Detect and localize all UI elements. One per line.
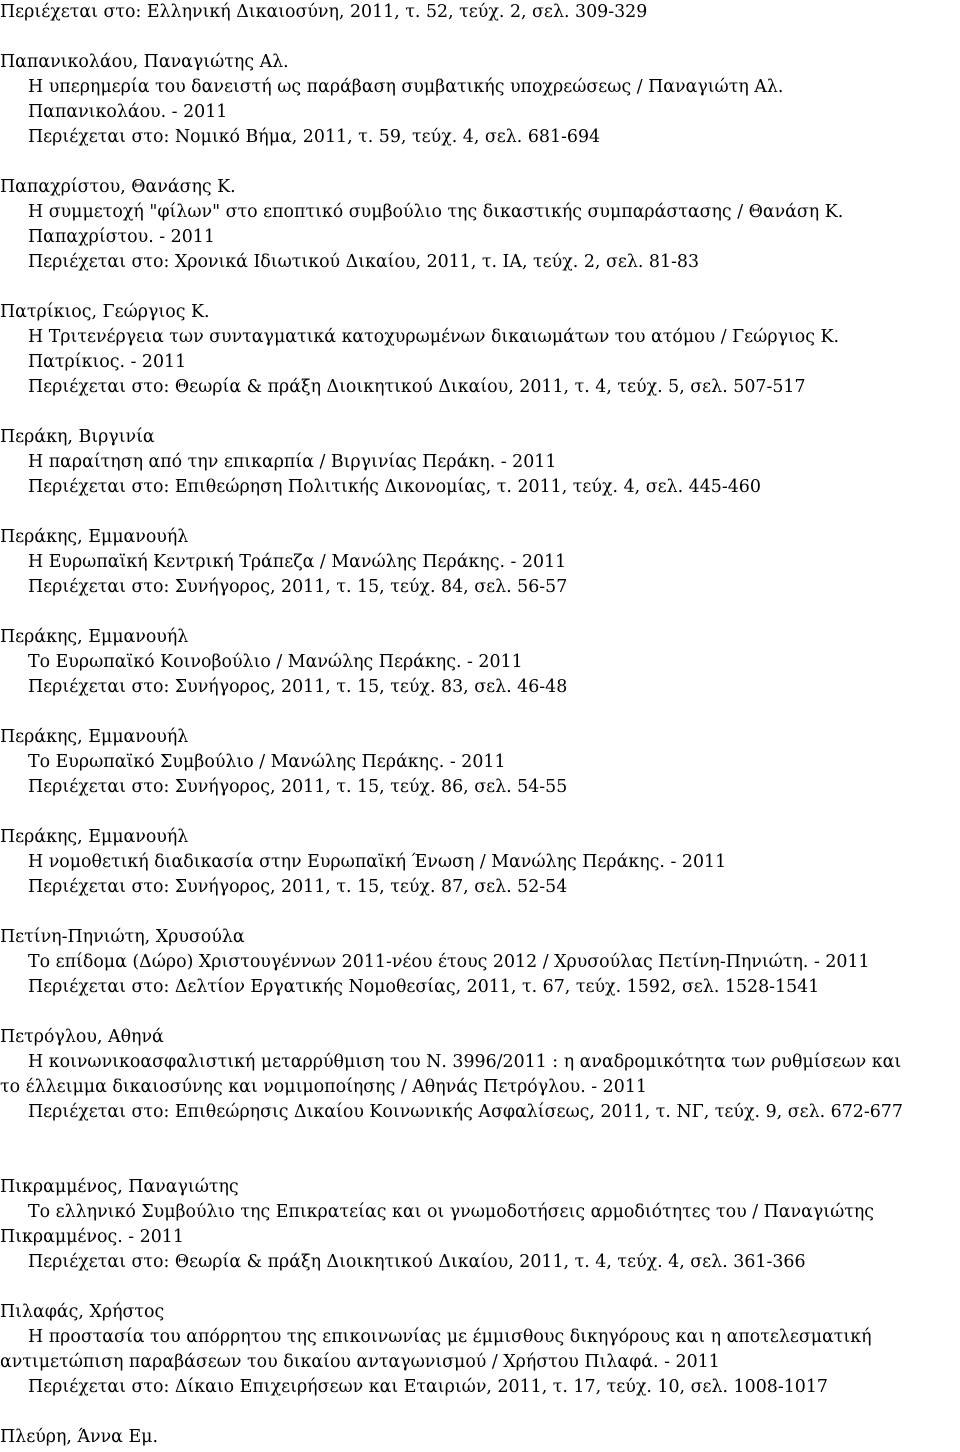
bibliography-entry	[0, 425, 960, 500]
bibliography-entry	[0, 300, 960, 400]
contained-in-line: Περιέχεται στο: Θεωρία & πράξη Διοικητικού Δικαίου, 2011, τ. 4, τεύχ. 5, σελ. 507-517	[28, 377, 806, 397]
bibliography-entry	[0, 1425, 960, 1450]
entry-title: Η υπερημερία του δανειστή ως παράβαση συμβατικής υποχρεώσεως / Παναγιώτη Αλ.	[28, 77, 784, 97]
entry-title-continued: Παπανικολάου. - 2011	[28, 102, 228, 122]
bibliography-entry	[0, 0, 960, 25]
author-name: Πλεύρη, Άννα Εμ.	[0, 1427, 158, 1447]
bibliography-entry	[0, 1175, 960, 1275]
entry-title-continued: Παπαχρίστου. - 2011	[28, 227, 215, 247]
entry-title: Η συμμετοχή "φίλων" στο εποπτικό συμβούλιο της δικαστικής συμπαράστασης / Θανάση Κ.	[28, 202, 844, 222]
contained-in-line: Περιέχεται στο: Επιθεώρηση Πολιτικής Δικονομίας, τ. 2011, τεύχ. 4, σελ. 445-460	[28, 477, 761, 497]
contained-in-line: Περιέχεται στο: Νομικό Βήμα, 2011, τ. 59, τεύχ. 4, σελ. 681-694	[28, 127, 601, 147]
bibliography-entry	[0, 925, 960, 1000]
author-name: Περάκη, Βιργινία	[0, 427, 155, 447]
contained-in-line: Περιέχεται στο: Επιθεώρησις Δικαίου Κοινωνικής Ασφαλίσεως, 2011, τ. ΝΓ, τεύχ. 9, σελ. 672-677	[28, 1102, 903, 1122]
entry-title: Η παραίτηση από την επικαρπία / Βιργινίας Περάκη. - 2011	[28, 452, 557, 472]
author-name: Πατρίκιος, Γεώργιος Κ.	[0, 302, 210, 322]
entry-title: Η κοινωνικοασφαλιστική μεταρρύθμιση του Ν. 3996/2011 : η αναδρομικότητα των ρυθμίσεων και το έλλειμμα δικαιοσύνης και νομιμοποίησης / Αθηνάς Πετρόγλου. - 2011	[0, 1052, 902, 1097]
entry-title: Το Ευρωπαϊκό Κοινοβούλιο / Μανώλης Περάκης. - 2011	[28, 652, 523, 672]
contained-in-line: Περιέχεται στο: Συνήγορος, 2011, τ. 15, τεύχ. 84, σελ. 56-57	[28, 577, 568, 597]
contained-in-line: Περιέχεται στο: Δίκαιο Επιχειρήσεων και Εταιριών, 2011, τ. 17, τεύχ. 10, σελ. 1008-1017	[28, 1377, 828, 1397]
entry-title: Η προστασία του απόρρητου της επικοινωνίας με έμμισθους δικηγόρους και η αποτελεσματική αντιμετώπιση παραβάσεων του δικαίου ανταγωνισμού / Χρήστου Πιλαφά. - 2011	[0, 1327, 872, 1372]
bibliography-entry	[0, 625, 960, 700]
contained-in-line: Περιέχεται στο: Δελτίον Εργατικής Νομοθεσίας, 2011, τ. 67, τεύχ. 1592, σελ. 1528-1541	[28, 977, 820, 997]
author-name: Πετίνη-Πηνιώτη, Χρυσούλα	[0, 927, 245, 947]
bibliography-entry	[0, 725, 960, 800]
author-name: Περάκης, Εμμανουήλ	[0, 627, 189, 647]
contained-in-line: Περιέχεται στο: Θεωρία & πράξη Διοικητικού Δικαίου, 2011, τ. 4, τεύχ. 4, σελ. 361-366	[28, 1252, 806, 1272]
entry-title: Η νομοθετική διαδικασία στην Ευρωπαϊκή Ένωση / Μανώλης Περάκης. - 2011	[28, 852, 727, 872]
entry-title: Η Ευρωπαϊκή Κεντρική Τράπεζα / Μανώλης Περάκης. - 2011	[28, 552, 567, 572]
bibliography-entry	[0, 525, 960, 600]
contained-in-line: Περιέχεται στο: Συνήγορος, 2011, τ. 15, τεύχ. 87, σελ. 52-54	[28, 877, 568, 897]
author-name: Παπαχρίστου, Θανάσης Κ.	[0, 177, 236, 197]
entry-title-continued: Πατρίκιος. - 2011	[28, 352, 187, 372]
author-name: Περάκης, Εμμανουήλ	[0, 827, 189, 847]
contained-in-line: Περιέχεται στο: Ελληνική Δικαιοσύνη, 2011, τ. 52, τεύχ. 2, σελ. 309-329	[0, 2, 648, 22]
entry-title: Το ελληνικό Συμβούλιο της Επικρατείας και οι γνωμοδοτήσεις αρμοδιότητες του / Παναγιώτης Πικραμμένος. - 2011	[0, 1202, 875, 1247]
bibliography-entry	[0, 1025, 960, 1125]
author-name: Πετρόγλου, Αθηνά	[0, 1027, 164, 1047]
bibliography-entry	[0, 1300, 960, 1400]
author-name: Περάκης, Εμμανουήλ	[0, 727, 189, 747]
author-name: Παπανικολάου, Παναγιώτης Αλ.	[0, 52, 289, 72]
entry-title: Η Τριτενέργεια των συνταγματικά κατοχυρωμένων δικαιωμάτων του ατόμου / Γεώργιος Κ.	[28, 327, 840, 347]
contained-in-line: Περιέχεται στο: Χρονικά Ιδιωτικού Δικαίου, 2011, τ. ΙΑ, τεύχ. 2, σελ. 81-83	[28, 252, 700, 272]
bibliography-entry	[0, 175, 960, 275]
author-name: Πιλαφάς, Χρήστος	[0, 1302, 165, 1322]
bibliography-entry	[0, 825, 960, 900]
entry-title: Το Ευρωπαϊκό Συμβούλιο / Μανώλης Περάκης. - 2011	[28, 752, 506, 772]
contained-in-line: Περιέχεται στο: Συνήγορος, 2011, τ. 15, τεύχ. 83, σελ. 46-48	[28, 677, 568, 697]
author-name: Πικραμμένος, Παναγιώτης	[0, 1177, 239, 1197]
bibliography-entry	[0, 50, 960, 150]
author-name: Περάκης, Εμμανουήλ	[0, 527, 189, 547]
entry-title: Το επίδομα (Δώρο) Χριστουγέννων 2011-νέου έτους 2012 / Χρυσούλας Πετίνη-Πηνιώτη. - 2011	[28, 952, 870, 972]
contained-in-line: Περιέχεται στο: Συνήγορος, 2011, τ. 15, τεύχ. 86, σελ. 54-55	[28, 777, 568, 797]
